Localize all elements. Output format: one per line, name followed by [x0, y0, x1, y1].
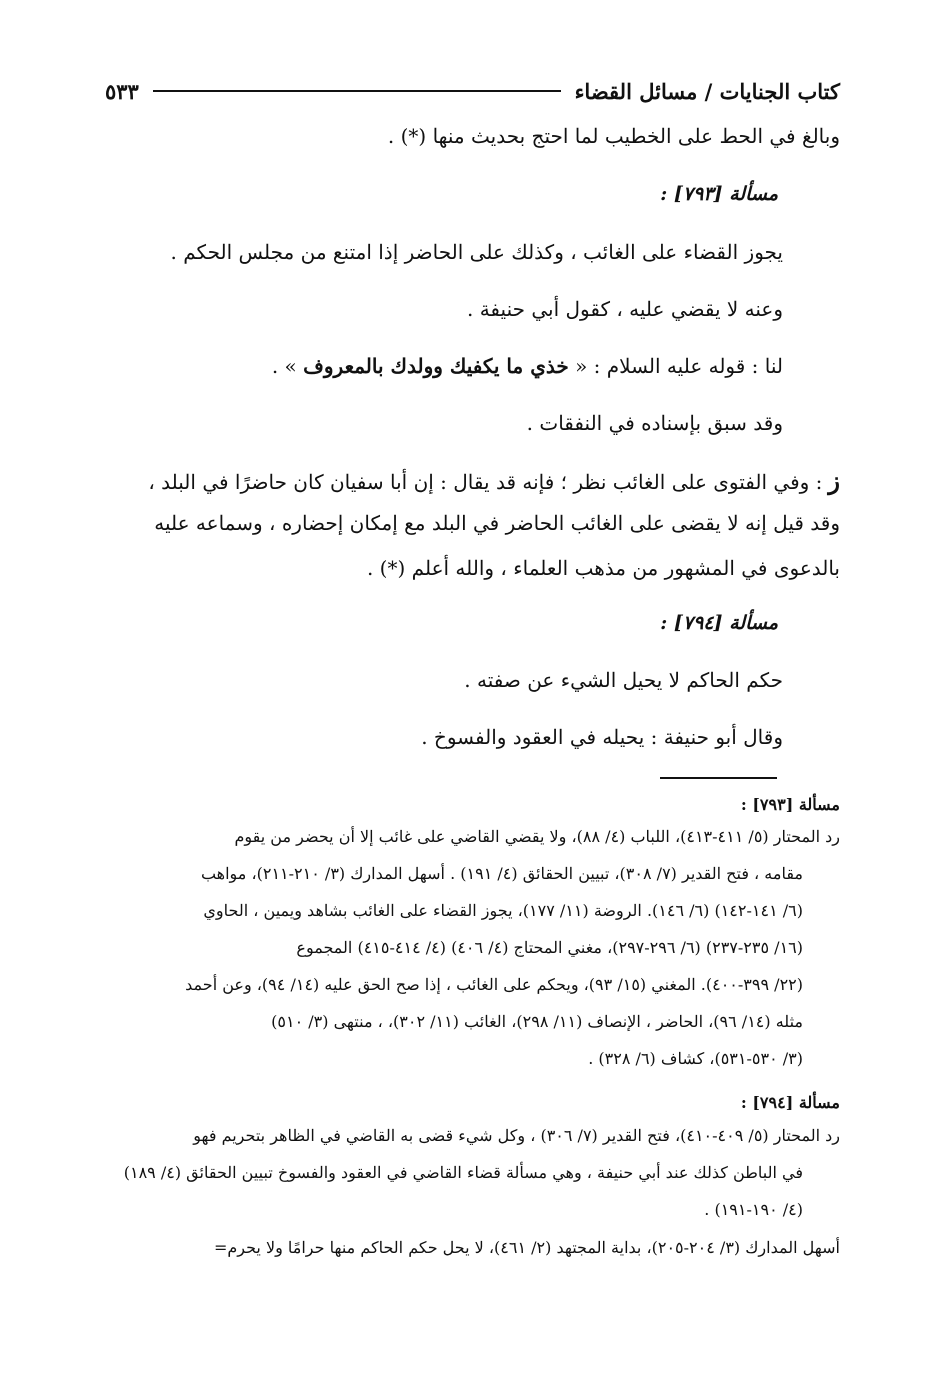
issue-heading-794: مسألة [٧٩٤] : — [660, 612, 778, 634]
header-title: كتاب الجنايات / مسائل القضاء — [574, 78, 840, 104]
footnote-line: (٢٢/ ٣٩٩-٤٠٠). المغني (١٥/ ٩٣)، ويحكم على الغائب ، إذا صح الحق عليه (١٤/ ٩٤)، وعن أحمد — [185, 975, 803, 994]
paragraph: وقد سبق بإسناده في النفقات . — [526, 411, 783, 435]
footnote-line: (٣/ ٥٣٠-٥٣١)، كشاف (٦/ ٣٢٨) . — [588, 1049, 803, 1068]
header-rule — [153, 90, 561, 92]
footnote-heading-794: مسألة [٧٩٤] : — [740, 1093, 840, 1112]
footnote-line: في الباطن كذلك عند أبي حنيفة ، وهي مسألة قضاء القاضي في العقود والفسوخ تبيين الحقائق (٤/ ١٨٩) — [123, 1163, 803, 1182]
hadith-quote: خذي ما يكفيك وولدك بالمعروف — [303, 354, 569, 378]
footnote-line: (١٦/ ٢٣٥-٢٣٧) (٦/ ٢٩٦-٢٩٧)، مغني المحتاج (٤/ ٤٠٦) (٤/ ٤١٤-٤١٥) المجموع — [296, 938, 803, 957]
footnote-line: رد المحتار (٥/ ٤١١-٤١٣)، اللباب (٤/ ٨٨)، ولا يقضي القاضي على غائب إلا أن يحضر من يقوم — [234, 827, 840, 846]
paragraph: وعنه لا يقضي عليه ، كقول أبي حنيفة . — [466, 297, 783, 321]
footnote-heading-793: مسألة [٧٩٣] : — [740, 795, 840, 814]
running-header — [105, 74, 840, 108]
paragraph: حكم الحاكم لا يحيل الشيء عن صفته . — [464, 668, 783, 692]
footnote-line: رد المحتار (٥/ ٤٠٩-٤١٠)، فتح القدير (٧/ ٣٠٦) ، وكل شيء قضى به القاضي في الظاهر بتحريم فهو — [193, 1126, 840, 1145]
footnote-separator — [660, 777, 777, 779]
hadith-close: » . — [271, 354, 297, 378]
body-line: وبالغ في الحط على الخطيب لما احتج بحديث منها (*) . — [387, 124, 840, 148]
hadith-intro: لنا : قوله عليه السلام : « — [575, 354, 783, 378]
paragraph-zay-line-1 — [100, 466, 840, 495]
footnote-line-continued: أسهل المدارك (٣/ ٢٠٤-٢٠٥)، بداية المجتهد (٢/ ٤٦١)، لا يحل حكم الحاكم منها حرامًا ولا يحرم= — [213, 1238, 840, 1257]
zay-text: : وفي الفتوى على الغائب نظر ؛ فإنه قد يقال : إن أبا سفيان كان حاضرًا في البلد ، — [148, 470, 823, 494]
paragraph-zay-line-2: وقد قيل إنه لا يقضى على الغائب الحاضر في البلد مع إمكان إحضاره ، وسماعه عليه — [154, 511, 840, 535]
footnote-line: مقامه ، فتح القدير (٧/ ٣٠٨)، تبيين الحقائق (٤/ ١٩١) . أسهل المدارك (٣/ ٢١٠-٢١١)، مواهب — [200, 864, 803, 883]
footnote-line: (٤/ ١٩٠-١٩١) . — [704, 1200, 803, 1219]
paragraph-zay-line-3: بالدعوى في المشهور من مذهب العلماء ، والله أعلم (*) . — [366, 556, 840, 580]
paragraph: يجوز القضاء على الغائب ، وكذلك على الحاضر إذا امتنع من مجلس الحكم . — [170, 240, 783, 264]
footnote-line: مثله (١٤/ ٩٦)، الحاضر ، الإنصاف (١١/ ٢٩٨)، الغائب (١١/ ٣٠٢)، ، منتهى (٣/ ٥١٠) — [271, 1012, 803, 1031]
paragraph-hadith — [100, 354, 783, 378]
zay-marker: ز — [828, 466, 840, 495]
issue-heading-793: مسألة [٧٩٣] : — [660, 183, 778, 205]
page-number: ٥٣٣ — [105, 78, 139, 104]
footnote-line: (٦/ ١٤١-١٤٢) (٦/ ١٤٦). الروضة (١١/ ١٧٧)، يجوز القضاء على الغائب بشاهد ويمين ، الحاوي — [203, 901, 803, 920]
paragraph: وقال أبو حنيفة : يحيله في العقود والفسوخ . — [421, 725, 783, 749]
